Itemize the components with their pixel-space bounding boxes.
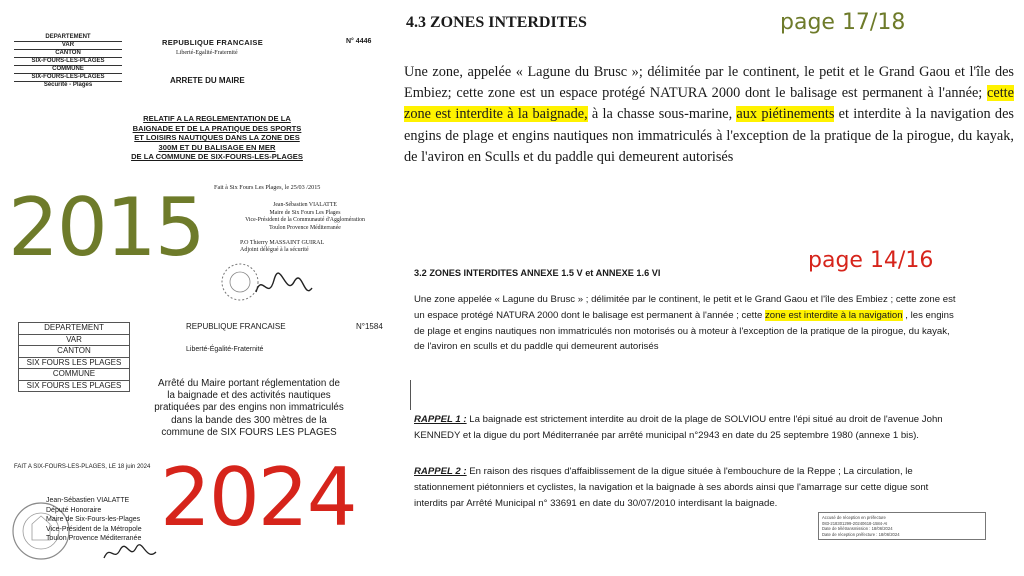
dept-line: SIX FOURS LES PLAGES: [19, 358, 129, 370]
dept-line: CANTON: [19, 346, 129, 358]
dept-line: Sécurité - Plages: [43, 82, 93, 88]
text-run: , les engins de plage et engins nautiques non immatriculés non motorisés ou à moteur à l'exception de la pratique de la pirogue, du kayak, de l'aviron en sculls et du paddle qui demeurent autorisés: [414, 309, 954, 353]
devise-2024: Liberté-Égalité-Fraternité: [186, 346, 264, 353]
republique-heading-2015: REPUBLIQUE FRANCAISE: [162, 38, 264, 47]
rappel-2-text: En raison des risques d'affaiblissement de la digue située à l'embouchure de la Reppe ; La circulation, le stationnement piétonniers et cyclistes, la navigation et la baignade à ses abords ainsi que l'amarrage sur cette digue sont interdits par Arrêté Municipal n° 33691 en date du 30/07/2010 interdisant la baignade.: [414, 466, 929, 509]
signatory-line: Maire de Six-Fours-les-Plages: [46, 516, 141, 524]
signatory-line: Toulon Provence Méditerranée: [269, 224, 341, 231]
date-line-2024: FAIT A SIX-FOURS-LES-PLAGES, LE 18 juin 2024: [14, 464, 151, 470]
stamp-line: Date de télétransmission : 18/06/2024: [822, 526, 893, 532]
rappel-1-label: RAPPEL 1 :: [414, 414, 467, 425]
dept-line: SIX FOURS LES PLAGES: [26, 380, 122, 390]
year-label-2024: 2024: [160, 451, 356, 544]
arrete-subject-2015: [108, 114, 326, 162]
text-run: Une zone appelée « Lagune du Brusc » ; délimitée par le continent, le petit et le Grand Gaou et l'île des Embiez ; cette zone est un espace protégé NATURA 2000 dont le balisage est permanent à l'année ; cette: [414, 294, 956, 321]
signatory-line: Vice-Président de la Communauté d'Agglomération: [245, 217, 365, 224]
dept-box-2015: [14, 34, 122, 89]
signatory-line: Jean-Sébastien VIALATTE: [46, 497, 130, 504]
subject-line: ET LOISIRS NAUTIQUES DANS LA ZONE DES: [134, 133, 300, 143]
title-line: la baignade et des activités nautiques: [167, 390, 331, 402]
arrete-title-2015: ARRETE DU MAIRE: [170, 76, 245, 85]
stamp-line: 083-218301299-20240618-1584-AI: [822, 520, 888, 526]
dept-line: COMMUNE: [14, 66, 122, 74]
page-label-2015: page 17/18: [780, 10, 906, 35]
signatory-2015: [230, 202, 380, 232]
dept-line: SIX-FOURS-LES-PLAGES: [14, 74, 122, 82]
zone-paragraph-2015: [404, 62, 1014, 168]
dept-line: VAR: [19, 335, 129, 347]
text-run: à la chasse sous-marine,: [587, 106, 737, 123]
devise-2015: Liberté-Egalité-Fraternité: [176, 50, 238, 56]
dept-line: SIX-FOURS-LES-PLAGES: [14, 58, 122, 66]
highlight-navigation: zone est interdite à la navigation: [765, 309, 903, 321]
text-run: Une zone, appelée « Lagune du Brusc »; délimitée par le continent, le petit et le Grand Gaou et l'île des Embiez; cette zone est un espace protégé NATURA 2000 dont le balisage est permanent à l'année;: [404, 64, 1014, 102]
rappel-1-text: La baignade est strictement interdite au droit de la plage de SOLVIOU entre l'épi situé au droit de l'avenue John KENNEDY et la digue du port Méditerranée par arrêté municipal n°2943 en date du 25 septembre 1980 (annexe 1 bis).: [414, 414, 943, 441]
signatory-line: Maire de Six Fours Les Plages: [269, 209, 341, 216]
dept-line: DEPARTEMENT: [19, 323, 129, 335]
rappel-2-label: RAPPEL 2 :: [414, 466, 467, 477]
page-label-2024: page 14/16: [808, 248, 934, 273]
dept-line: VAR: [14, 42, 122, 50]
dept-line: DEPARTEMENT: [14, 34, 122, 42]
title-line: commune de SIX FOURS LES PLAGES: [161, 426, 337, 438]
title-line: pratiquées par des engins non immatriculés: [154, 402, 344, 414]
title-line: dans la bande des 300 mètres de la: [171, 414, 327, 426]
text-run: et interdite à la navigation des engins de plage et engins nautiques non immatriculés à l'exception de la pratique de la pirogue, du kayak, de l'aviron en Sculls et du paddle qui demeurent autorisés: [404, 106, 1014, 165]
arrete-number-2024: N°1584: [356, 322, 383, 331]
subject-line: DE LA COMMUNE DE SIX-FOURS-LES-PLAGES: [131, 152, 303, 162]
po-line: Adjoint délégué à la sécurité: [240, 247, 309, 253]
highlight-baignade: cette zone est interdite à la baignade,: [404, 85, 1014, 123]
section-title-3-2: 3.2 ZONES INTERDITES ANNEXE 1.5 V et ANNEXE 1.6 VI: [414, 268, 661, 278]
signatory-line: Député Honoraire: [46, 506, 102, 514]
date-line-2015: Fait à Six Fours Les Plages, le 25/03 /2015: [214, 184, 321, 191]
signatory-line: Toulon Provence Méditerranée: [46, 535, 142, 543]
dept-box-2024: [18, 322, 130, 392]
subject-line: RELATIF A LA REGLEMENTATION DE LA: [143, 114, 291, 123]
zone-paragraph-2024: [414, 292, 962, 355]
stamp-seal-2015: [216, 252, 316, 312]
signatory-line: Jean-Sébastien VIALATTE: [273, 202, 337, 208]
arrete-number-2015: N° 4446: [346, 38, 372, 45]
republique-heading-2024: REPUBLIQUE FRANCAISE: [186, 322, 286, 331]
rappel-1: [414, 412, 962, 444]
signature-2024: [100, 540, 160, 566]
subject-line: BAIGNADE ET DE LA PRATIQUE DES SPORTS: [132, 123, 302, 133]
dept-line: CANTON: [14, 50, 122, 58]
prefecture-receipt-stamp: [818, 512, 986, 540]
year-label-2015: 2015: [8, 181, 204, 274]
rappel-2: [414, 464, 962, 511]
stamp-line: Accusé de réception en préfecture: [822, 515, 886, 520]
title-line: Arrêté du Maire portant réglementation de: [158, 378, 340, 389]
arrete-title-2024: [144, 378, 354, 439]
subject-line: 300M ET DU BALISAGE EN MER: [158, 142, 276, 152]
margin-mark: [410, 380, 411, 410]
highlight-pietinements: aux piétinements: [736, 106, 835, 123]
dept-line: COMMUNE: [19, 369, 129, 381]
stamp-line: Date de réception préfecture : 18/06/2024: [822, 531, 900, 537]
section-title-4-3: 4.3 ZONES INTERDITES: [406, 14, 587, 31]
po-line: P.O Thierry MASSAINT GUIRAL: [240, 240, 325, 246]
signatory-line: Vice-Président de la Métropole: [46, 525, 142, 533]
